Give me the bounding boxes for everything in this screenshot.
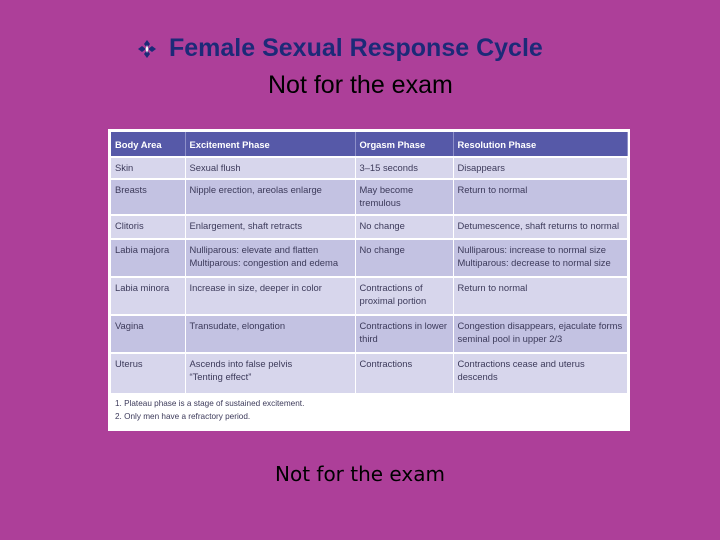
table-cell: Congestion disappears, ejaculate forms seminal pool in upper 2/3 <box>453 315 627 353</box>
header-resolution-phase: Resolution Phase <box>453 132 627 157</box>
table-cell: No change <box>355 215 453 239</box>
table-cell: Contractions of proximal portion <box>355 277 453 315</box>
footnote: 2. Only men have a refractory period. <box>115 412 251 421</box>
table-cell: Breasts <box>111 179 185 215</box>
table-cell: No change <box>355 239 453 277</box>
slide-subtitle: Not for the exam <box>268 71 453 99</box>
table-footnotes <box>111 393 627 423</box>
response-cycle-table-image <box>108 129 630 431</box>
table-cell: Return to normal <box>453 277 627 315</box>
table-row <box>111 179 627 215</box>
table-row <box>111 353 627 393</box>
table-header-row <box>111 132 627 157</box>
table-cell: Contractions <box>355 353 453 393</box>
table-cell: Skin <box>111 157 185 179</box>
table-cell: Labia minora <box>111 277 185 315</box>
table-cell: Detumescence, shaft returns to normal <box>453 215 627 239</box>
table-cell: Uterus <box>111 353 185 393</box>
table-cell: Labia majora <box>111 239 185 277</box>
table-row <box>111 239 627 277</box>
table-cell: Enlargement, shaft retracts <box>185 215 355 239</box>
table-cell: Disappears <box>453 157 627 179</box>
table-cell: Return to normal <box>453 179 627 215</box>
slide-title <box>137 34 543 63</box>
table-cell: Contractions cease and uterus descends <box>453 353 627 393</box>
table-cell: Ascends into false pelvis “Tenting effect” <box>185 353 355 393</box>
header-orgasm-phase: Orgasm Phase <box>355 132 453 157</box>
table-cell: Nipple erection, areolas enlarge <box>185 179 355 215</box>
bottom-note: Not for the exam <box>275 462 445 486</box>
table-cell: Transudate, elongation <box>185 315 355 353</box>
table-cell: Increase in size, deeper in color <box>185 277 355 315</box>
response-cycle-table <box>111 132 628 393</box>
header-excitement-phase: Excitement Phase <box>185 132 355 157</box>
header-body-area: Body Area <box>111 132 185 157</box>
table-cell: May become tremulous <box>355 179 453 215</box>
table-cell: Contractions in lower third <box>355 315 453 353</box>
slide-title-text: Female Sexual Response Cycle <box>169 34 543 62</box>
table-row <box>111 315 627 353</box>
table-body <box>111 157 627 393</box>
table-cell: Sexual flush <box>185 157 355 179</box>
table-cell: Vagina <box>111 315 185 353</box>
footnote: 1. Plateau phase is a stage of sustained excitement. <box>115 399 305 408</box>
table-cell: 3–15 seconds <box>355 157 453 179</box>
table-row <box>111 215 627 239</box>
table-cell: Clitoris <box>111 215 185 239</box>
table-cell: Nulliparous: elevate and flatten Multiparous: congestion and edema <box>185 239 355 277</box>
four-diamond-bullet-icon <box>137 39 157 59</box>
table-row <box>111 157 627 179</box>
table-cell: Nulliparous: increase to normal size Multiparous: decrease to normal size <box>453 239 627 277</box>
table-row <box>111 277 627 315</box>
